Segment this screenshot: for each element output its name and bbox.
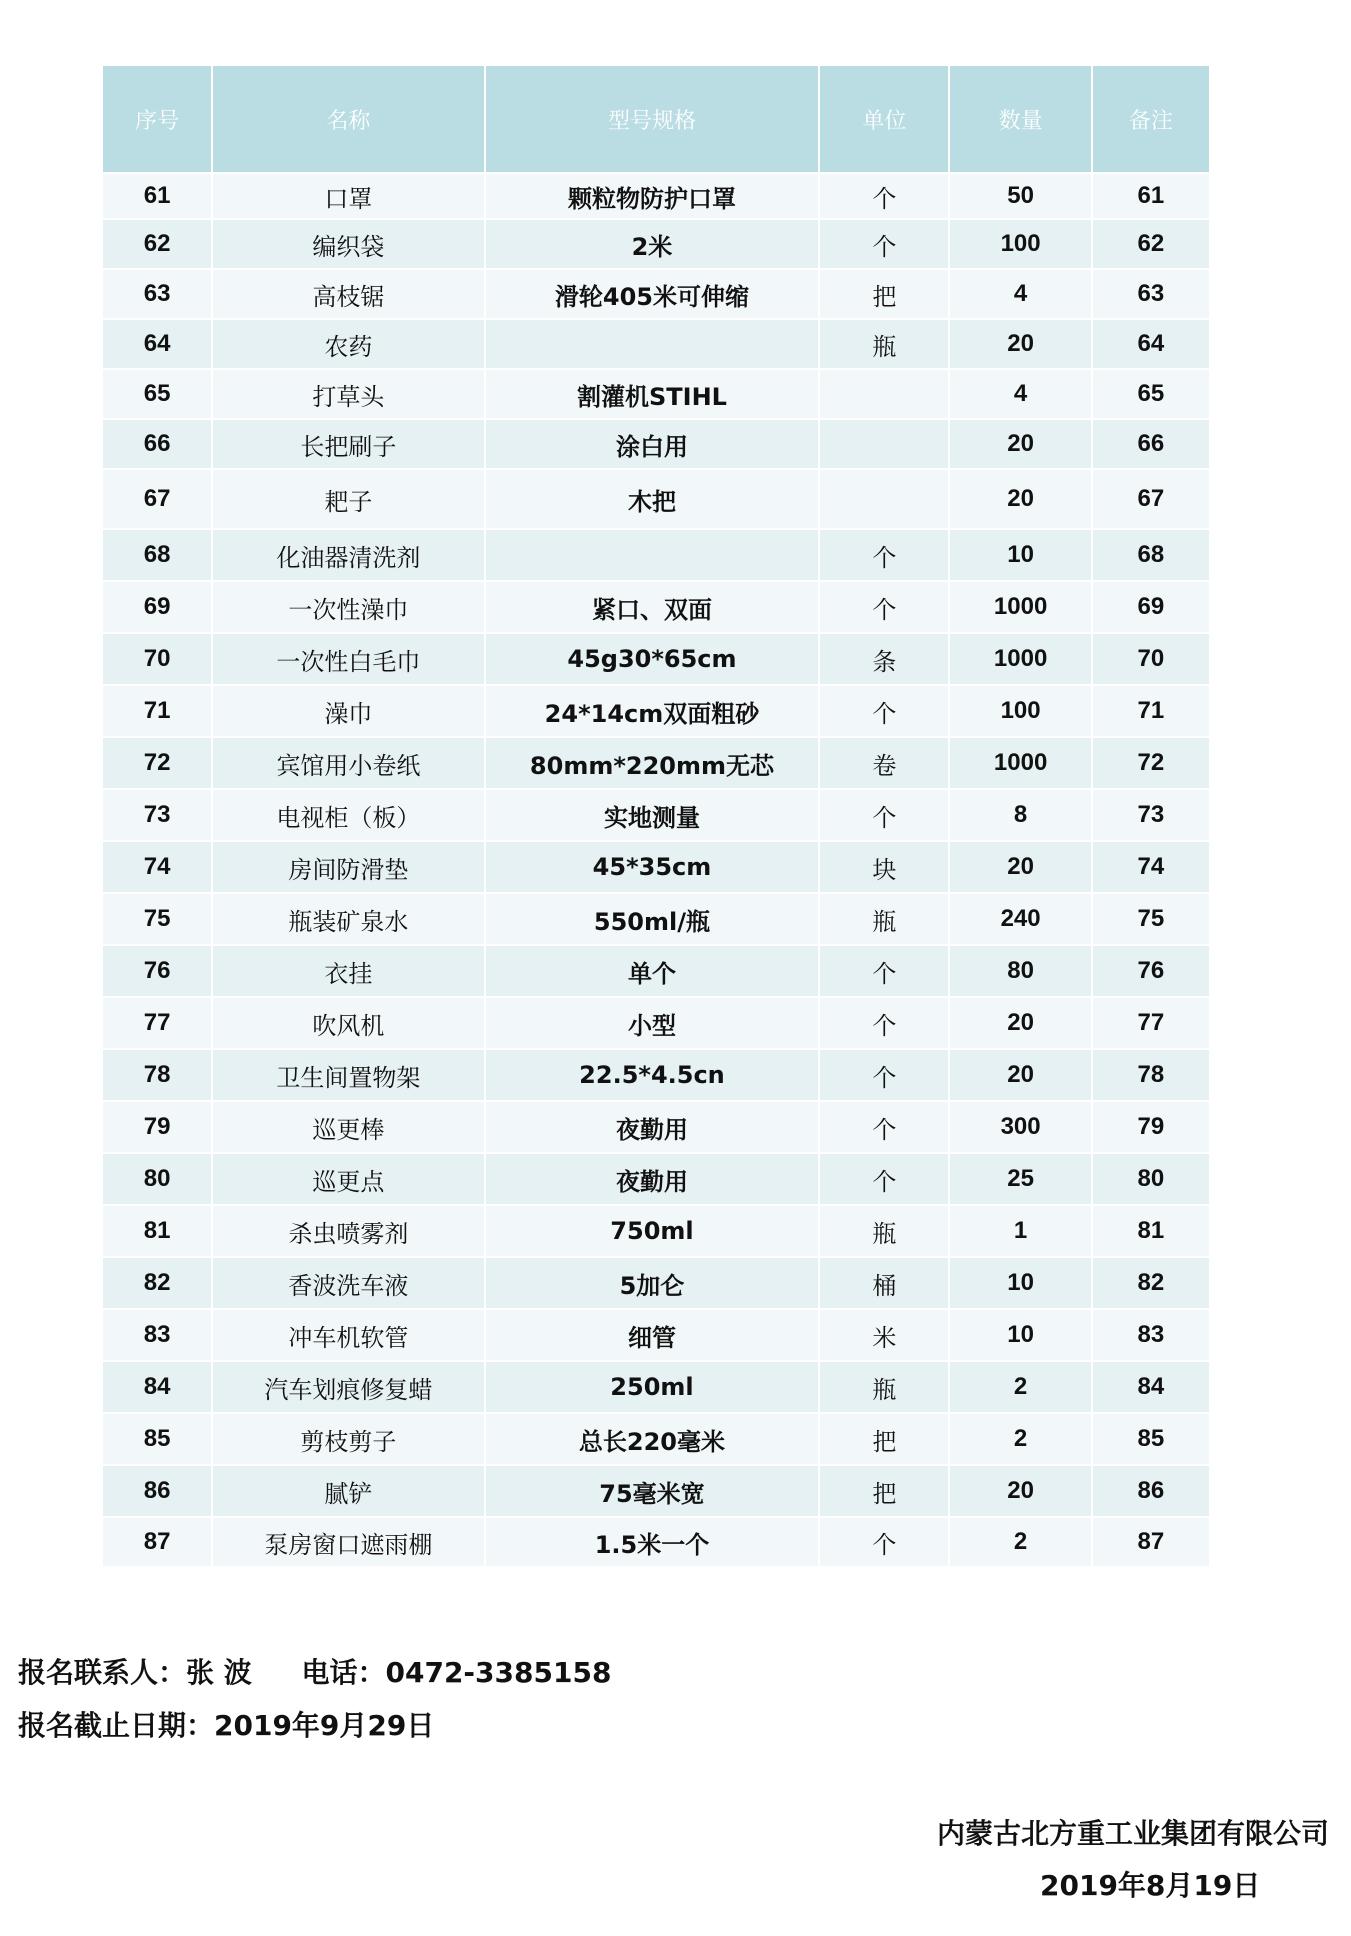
cell-no: 86 xyxy=(103,1466,211,1516)
items-table-wrapper xyxy=(101,64,1211,1568)
cell-unit: 米 xyxy=(820,1310,948,1360)
cell-qty: 8 xyxy=(950,790,1090,840)
cell-note: 61 xyxy=(1093,174,1209,218)
table-row xyxy=(103,790,1209,840)
cell-qty: 100 xyxy=(950,686,1090,736)
cell-no: 66 xyxy=(103,420,211,468)
cell-no: 83 xyxy=(103,1310,211,1360)
cell-name: 香波洗车液 xyxy=(213,1258,483,1308)
cell-spec: 5加仑 xyxy=(486,1258,819,1308)
cell-note: 81 xyxy=(1093,1206,1209,1256)
table-row xyxy=(103,634,1209,684)
cell-name: 腻铲 xyxy=(213,1466,483,1516)
table-row xyxy=(103,686,1209,736)
cell-qty: 1 xyxy=(950,1206,1090,1256)
cell-note: 66 xyxy=(1093,420,1209,468)
cell-unit xyxy=(820,470,948,528)
cell-unit: 桶 xyxy=(820,1258,948,1308)
cell-note: 65 xyxy=(1093,370,1209,418)
table-row xyxy=(103,1362,1209,1412)
cell-qty: 20 xyxy=(950,1050,1090,1100)
cell-unit: 把 xyxy=(820,1414,948,1464)
cell-name: 口罩 xyxy=(213,174,483,218)
cell-unit: 个 xyxy=(820,1518,948,1566)
table-row xyxy=(103,1206,1209,1256)
cell-name: 澡巾 xyxy=(213,686,483,736)
cell-name: 衣挂 xyxy=(213,946,483,996)
cell-no: 72 xyxy=(103,738,211,788)
cell-qty: 10 xyxy=(950,530,1090,580)
cell-no: 71 xyxy=(103,686,211,736)
cell-no: 68 xyxy=(103,530,211,580)
cell-name: 巡更点 xyxy=(213,1154,483,1204)
cell-qty: 4 xyxy=(950,270,1090,318)
cell-spec: 涂白用 xyxy=(486,420,819,468)
cell-no: 80 xyxy=(103,1154,211,1204)
cell-spec: 总长220毫米 xyxy=(486,1414,819,1464)
cell-note: 78 xyxy=(1093,1050,1209,1100)
cell-unit: 把 xyxy=(820,270,948,318)
table-row xyxy=(103,530,1209,580)
cell-name: 巡更棒 xyxy=(213,1102,483,1152)
cell-no: 81 xyxy=(103,1206,211,1256)
cell-no: 74 xyxy=(103,842,211,892)
header-note: 备注 xyxy=(1093,66,1209,172)
table-row xyxy=(103,1154,1209,1204)
cell-spec: 75毫米宽 xyxy=(486,1466,819,1516)
cell-spec: 实地测量 xyxy=(486,790,819,840)
cell-note: 87 xyxy=(1093,1518,1209,1566)
contact-person: 报名联系人：张 波 xyxy=(18,1656,252,1689)
cell-unit xyxy=(820,370,948,418)
cell-spec: 550ml/瓶 xyxy=(486,894,819,944)
cell-qty: 25 xyxy=(950,1154,1090,1204)
table-row xyxy=(103,270,1209,318)
table-row xyxy=(103,894,1209,944)
table-row xyxy=(103,998,1209,1048)
cell-no: 73 xyxy=(103,790,211,840)
cell-name: 编织袋 xyxy=(213,220,483,268)
cell-unit: 个 xyxy=(820,220,948,268)
cell-name: 瓶装矿泉水 xyxy=(213,894,483,944)
cell-spec: 2米 xyxy=(486,220,819,268)
cell-unit: 个 xyxy=(820,686,948,736)
cell-no: 87 xyxy=(103,1518,211,1566)
cell-note: 63 xyxy=(1093,270,1209,318)
cell-name: 宾馆用小卷纸 xyxy=(213,738,483,788)
cell-qty: 50 xyxy=(950,174,1090,218)
cell-note: 76 xyxy=(1093,946,1209,996)
cell-note: 80 xyxy=(1093,1154,1209,1204)
cell-note: 71 xyxy=(1093,686,1209,736)
cell-spec: 单个 xyxy=(486,946,819,996)
cell-unit: 个 xyxy=(820,174,948,218)
cell-qty: 4 xyxy=(950,370,1090,418)
header-name: 名称 xyxy=(213,66,483,172)
cell-note: 70 xyxy=(1093,634,1209,684)
cell-name: 卫生间置物架 xyxy=(213,1050,483,1100)
cell-qty: 10 xyxy=(950,1258,1090,1308)
company-name: 内蒙古北方重工业集团有限公司 xyxy=(936,1817,1329,1850)
cell-note: 75 xyxy=(1093,894,1209,944)
cell-no: 64 xyxy=(103,320,211,368)
cell-qty: 1000 xyxy=(950,582,1090,632)
cell-note: 74 xyxy=(1093,842,1209,892)
cell-name: 农药 xyxy=(213,320,483,368)
cell-qty: 1000 xyxy=(950,738,1090,788)
table-row xyxy=(103,842,1209,892)
cell-no: 67 xyxy=(103,470,211,528)
cell-name: 泵房窗口遮雨棚 xyxy=(213,1518,483,1566)
cell-no: 85 xyxy=(103,1414,211,1464)
cell-spec: 750ml xyxy=(486,1206,819,1256)
table-row xyxy=(103,582,1209,632)
cell-note: 85 xyxy=(1093,1414,1209,1464)
cell-spec: 夜勤用 xyxy=(486,1102,819,1152)
cell-unit: 个 xyxy=(820,1050,948,1100)
cell-unit: 个 xyxy=(820,582,948,632)
table-row xyxy=(103,1310,1209,1360)
cell-spec: 紧口、双面 xyxy=(486,582,819,632)
table-row xyxy=(103,1258,1209,1308)
cell-qty: 10 xyxy=(950,1310,1090,1360)
cell-note: 77 xyxy=(1093,998,1209,1048)
cell-note: 72 xyxy=(1093,738,1209,788)
cell-note: 79 xyxy=(1093,1102,1209,1152)
cell-name: 一次性澡巾 xyxy=(213,582,483,632)
cell-note: 68 xyxy=(1093,530,1209,580)
cell-unit xyxy=(820,420,948,468)
cell-no: 65 xyxy=(103,370,211,418)
cell-no: 84 xyxy=(103,1362,211,1412)
cell-unit: 个 xyxy=(820,998,948,1048)
cell-spec: 小型 xyxy=(486,998,819,1048)
cell-no: 62 xyxy=(103,220,211,268)
cell-name: 耙子 xyxy=(213,470,483,528)
table-header-row xyxy=(103,66,1209,172)
cell-qty: 20 xyxy=(950,842,1090,892)
table-row xyxy=(103,946,1209,996)
cell-spec: 滑轮405米可伸缩 xyxy=(486,270,819,318)
cell-no: 69 xyxy=(103,582,211,632)
cell-unit: 瓶 xyxy=(820,1206,948,1256)
cell-no: 79 xyxy=(103,1102,211,1152)
cell-unit: 卷 xyxy=(820,738,948,788)
cell-name: 汽车划痕修复蜡 xyxy=(213,1362,483,1412)
cell-spec: 夜勤用 xyxy=(486,1154,819,1204)
cell-name: 化油器清洗剂 xyxy=(213,530,483,580)
cell-note: 82 xyxy=(1093,1258,1209,1308)
cell-note: 86 xyxy=(1093,1466,1209,1516)
cell-qty: 2 xyxy=(950,1414,1090,1464)
cell-name: 一次性白毛巾 xyxy=(213,634,483,684)
cell-spec: 1.5米一个 xyxy=(486,1518,819,1566)
cell-no: 78 xyxy=(103,1050,211,1100)
cell-note: 67 xyxy=(1093,470,1209,528)
cell-qty: 20 xyxy=(950,1466,1090,1516)
cell-no: 70 xyxy=(103,634,211,684)
cell-spec: 木把 xyxy=(486,470,819,528)
cell-unit: 瓶 xyxy=(820,894,948,944)
cell-qty: 20 xyxy=(950,320,1090,368)
cell-unit: 把 xyxy=(820,1466,948,1516)
table-row xyxy=(103,1518,1209,1566)
header-spec: 型号规格 xyxy=(486,66,819,172)
cell-spec: 细管 xyxy=(486,1310,819,1360)
cell-unit: 个 xyxy=(820,1154,948,1204)
cell-spec: 颗粒物防护口罩 xyxy=(486,174,819,218)
cell-qty: 2 xyxy=(950,1362,1090,1412)
cell-name: 长把刷子 xyxy=(213,420,483,468)
cell-spec xyxy=(486,320,819,368)
cell-name: 冲车机软管 xyxy=(213,1310,483,1360)
contact-line xyxy=(18,1651,611,1691)
table-row xyxy=(103,1466,1209,1516)
table-row xyxy=(103,220,1209,268)
cell-unit: 个 xyxy=(820,530,948,580)
cell-unit: 个 xyxy=(820,790,948,840)
table-row xyxy=(103,1102,1209,1152)
cell-spec: 45g30*65cm xyxy=(486,634,819,684)
cell-spec: 80mm*220mm无芯 xyxy=(486,738,819,788)
items-table xyxy=(101,64,1211,1568)
cell-no: 82 xyxy=(103,1258,211,1308)
cell-spec: 250ml xyxy=(486,1362,819,1412)
header-unit: 单位 xyxy=(820,66,948,172)
table-row xyxy=(103,370,1209,418)
cell-qty: 20 xyxy=(950,470,1090,528)
cell-no: 75 xyxy=(103,894,211,944)
cell-name: 杀虫喷雾剂 xyxy=(213,1206,483,1256)
table-row xyxy=(103,1050,1209,1100)
header-no: 序号 xyxy=(103,66,211,172)
cell-spec: 割灌机STIHL xyxy=(486,370,819,418)
cell-note: 83 xyxy=(1093,1310,1209,1360)
cell-spec: 45*35cm xyxy=(486,842,819,892)
sign-date: 2019年8月19日 xyxy=(1040,1869,1261,1902)
table-row xyxy=(103,1414,1209,1464)
cell-name: 打草头 xyxy=(213,370,483,418)
table-row xyxy=(103,420,1209,468)
cell-qty: 20 xyxy=(950,998,1090,1048)
cell-name: 电视柜（板） xyxy=(213,790,483,840)
cell-qty: 2 xyxy=(950,1518,1090,1566)
cell-note: 62 xyxy=(1093,220,1209,268)
cell-no: 76 xyxy=(103,946,211,996)
cell-name: 吹风机 xyxy=(213,998,483,1048)
cell-no: 63 xyxy=(103,270,211,318)
cell-name: 剪枝剪子 xyxy=(213,1414,483,1464)
cell-note: 84 xyxy=(1093,1362,1209,1412)
cell-spec: 24*14cm双面粗砂 xyxy=(486,686,819,736)
cell-unit: 条 xyxy=(820,634,948,684)
cell-unit: 瓶 xyxy=(820,320,948,368)
cell-qty: 1000 xyxy=(950,634,1090,684)
cell-spec: 22.5*4.5cn xyxy=(486,1050,819,1100)
cell-no: 77 xyxy=(103,998,211,1048)
contact-phone: 电话：0472-3385158 xyxy=(301,1656,612,1689)
cell-qty: 300 xyxy=(950,1102,1090,1152)
cell-unit: 瓶 xyxy=(820,1362,948,1412)
table-row xyxy=(103,470,1209,528)
cell-spec xyxy=(486,530,819,580)
cell-qty: 100 xyxy=(950,220,1090,268)
cell-qty: 80 xyxy=(950,946,1090,996)
cell-unit: 个 xyxy=(820,1102,948,1152)
cell-note: 69 xyxy=(1093,582,1209,632)
cell-no: 61 xyxy=(103,174,211,218)
cell-note: 64 xyxy=(1093,320,1209,368)
deadline-line: 报名截止日期：2019年9月29日 xyxy=(18,1709,435,1742)
cell-note: 73 xyxy=(1093,790,1209,840)
table-row xyxy=(103,738,1209,788)
table-row xyxy=(103,320,1209,368)
header-qty: 数量 xyxy=(950,66,1090,172)
cell-name: 房间防滑垫 xyxy=(213,842,483,892)
cell-unit: 块 xyxy=(820,842,948,892)
cell-qty: 240 xyxy=(950,894,1090,944)
table-row xyxy=(103,174,1209,218)
cell-qty: 20 xyxy=(950,420,1090,468)
cell-name: 高枝锯 xyxy=(213,270,483,318)
cell-unit: 个 xyxy=(820,946,948,996)
table-body xyxy=(103,174,1209,1566)
